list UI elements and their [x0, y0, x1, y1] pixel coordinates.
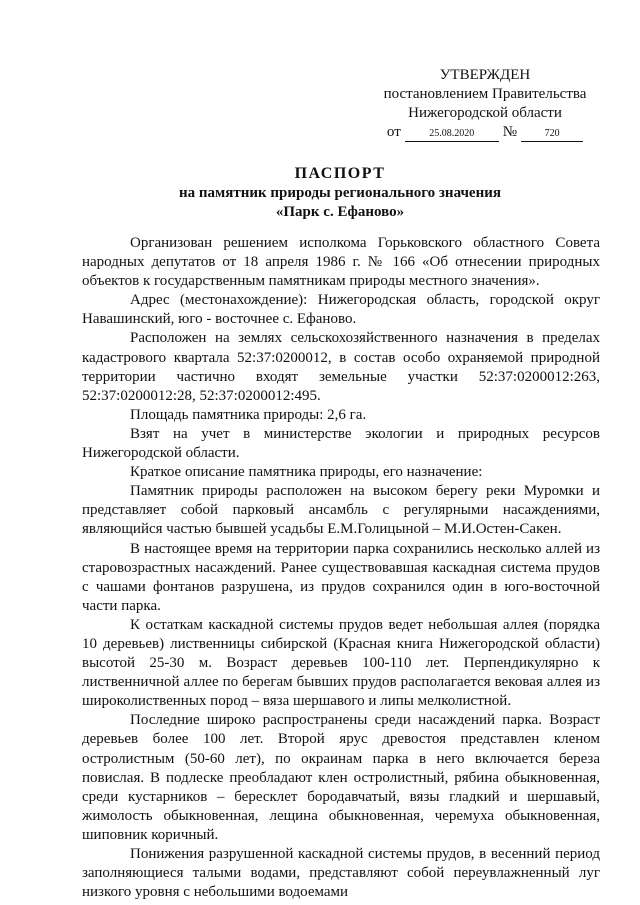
paragraph-description-3: К остаткам каскадной системы прудов ведет небольшая аллея (порядка 10 деревьев) лиственницы сибирской (Красная книга Нижегородской области) высотой 25-30 м. Возраст деревьев 100-110 лет. Перпендикулярно к лиственничной аллее по берегам бывших прудов располагается вековая аллея из широколиственных пород – вяза шершавого и липы мелколистной.: [82, 616, 600, 710]
paragraph-establishment: Организован решением исполкома Горьковского областного Совета народных депутатов от 18 апреля 1986 г. № 166 «Об отнесении природных объектов к государственным памятникам природы местного значения».: [82, 235, 600, 290]
approval-title: УТВЕРЖДЕН: [439, 67, 531, 83]
document-subtitle: на памятник природы регионального значения: [179, 185, 501, 201]
date-prefix: от: [386, 124, 401, 140]
approval-date-line: [360, 123, 610, 142]
approval-date: 25.08.2020: [405, 127, 499, 142]
document-body: [82, 234, 600, 902]
paragraph-description-heading: Краткое описание памятника природы, его назначение:: [130, 464, 483, 481]
paragraph-registration: Взят на учет в министерстве экологии и природных ресурсов Нижегородской области.: [82, 425, 600, 462]
document-object-name: «Парк с. Ефаново»: [275, 204, 405, 220]
paragraph-address: Адрес (местонахождение): Нижегородская область, городской округ Навашинский, юго - восточнее с. Ефаново.: [82, 292, 600, 328]
paragraph-description-2: В настоящее время на территории парка сохранились несколько аллей из старовозрастных насаждений. Ранее существовавшая каскадная система прудов с чашами фонтанов разрушена, из прудов сохранился один в юго-восточной части парка.: [82, 540, 600, 614]
approval-stamp-block: [360, 66, 610, 142]
approval-authority: постановлением Правительства: [383, 86, 587, 102]
document-heading: [80, 164, 600, 222]
paragraph-description-4: Последние широко распространены среди насаждений парка. Возраст деревьев более 100 лет. Второй ярус древостоя представлен кленом остролистным (50-60 лет), по окраинам парка в него включается береза повислая. В подлеске преобладают клен остролистный, рябина обыкновенная, среди кустарников – бересклет бородавчатый, вязы гладкий и шершавый, жимолость обыкновенная, лещина обыкновенная, черемуха обыкновенная, шиповник коричный.: [82, 712, 600, 843]
approval-region: Нижегородской области: [408, 105, 562, 121]
document-title: ПАСПОРТ: [294, 165, 386, 182]
approval-number: 720: [521, 127, 583, 142]
number-sign: №: [502, 124, 518, 140]
paragraph-location: Расположен на землях сельскохозяйственного назначения в пределах кадастрового квартала 52:37:0200012, в состав особо охраняемой природной территории частично входят земельные участки 52:37:0200012:263, 52:37:0200012:28, 52:37:0200012:495.: [82, 330, 600, 404]
paragraph-description-1: Памятник природы расположен на высоком берегу реки Муромки и представляет собой парковый ансамбль с регулярными насаждениями, являющийся частью бывшей усадьбы Е.М.Голицыной – М.И.Остен-Сакен.: [82, 483, 600, 538]
paragraph-area: Площадь памятника природы: 2,6 га.: [130, 406, 367, 423]
paragraph-description-5: Понижения разрушенной каскадной системы прудов, в весенний период заполняющиеся талыми водами, представляют собой переувлажненный луг низкого уровня с небольшими водоемами: [82, 846, 600, 901]
